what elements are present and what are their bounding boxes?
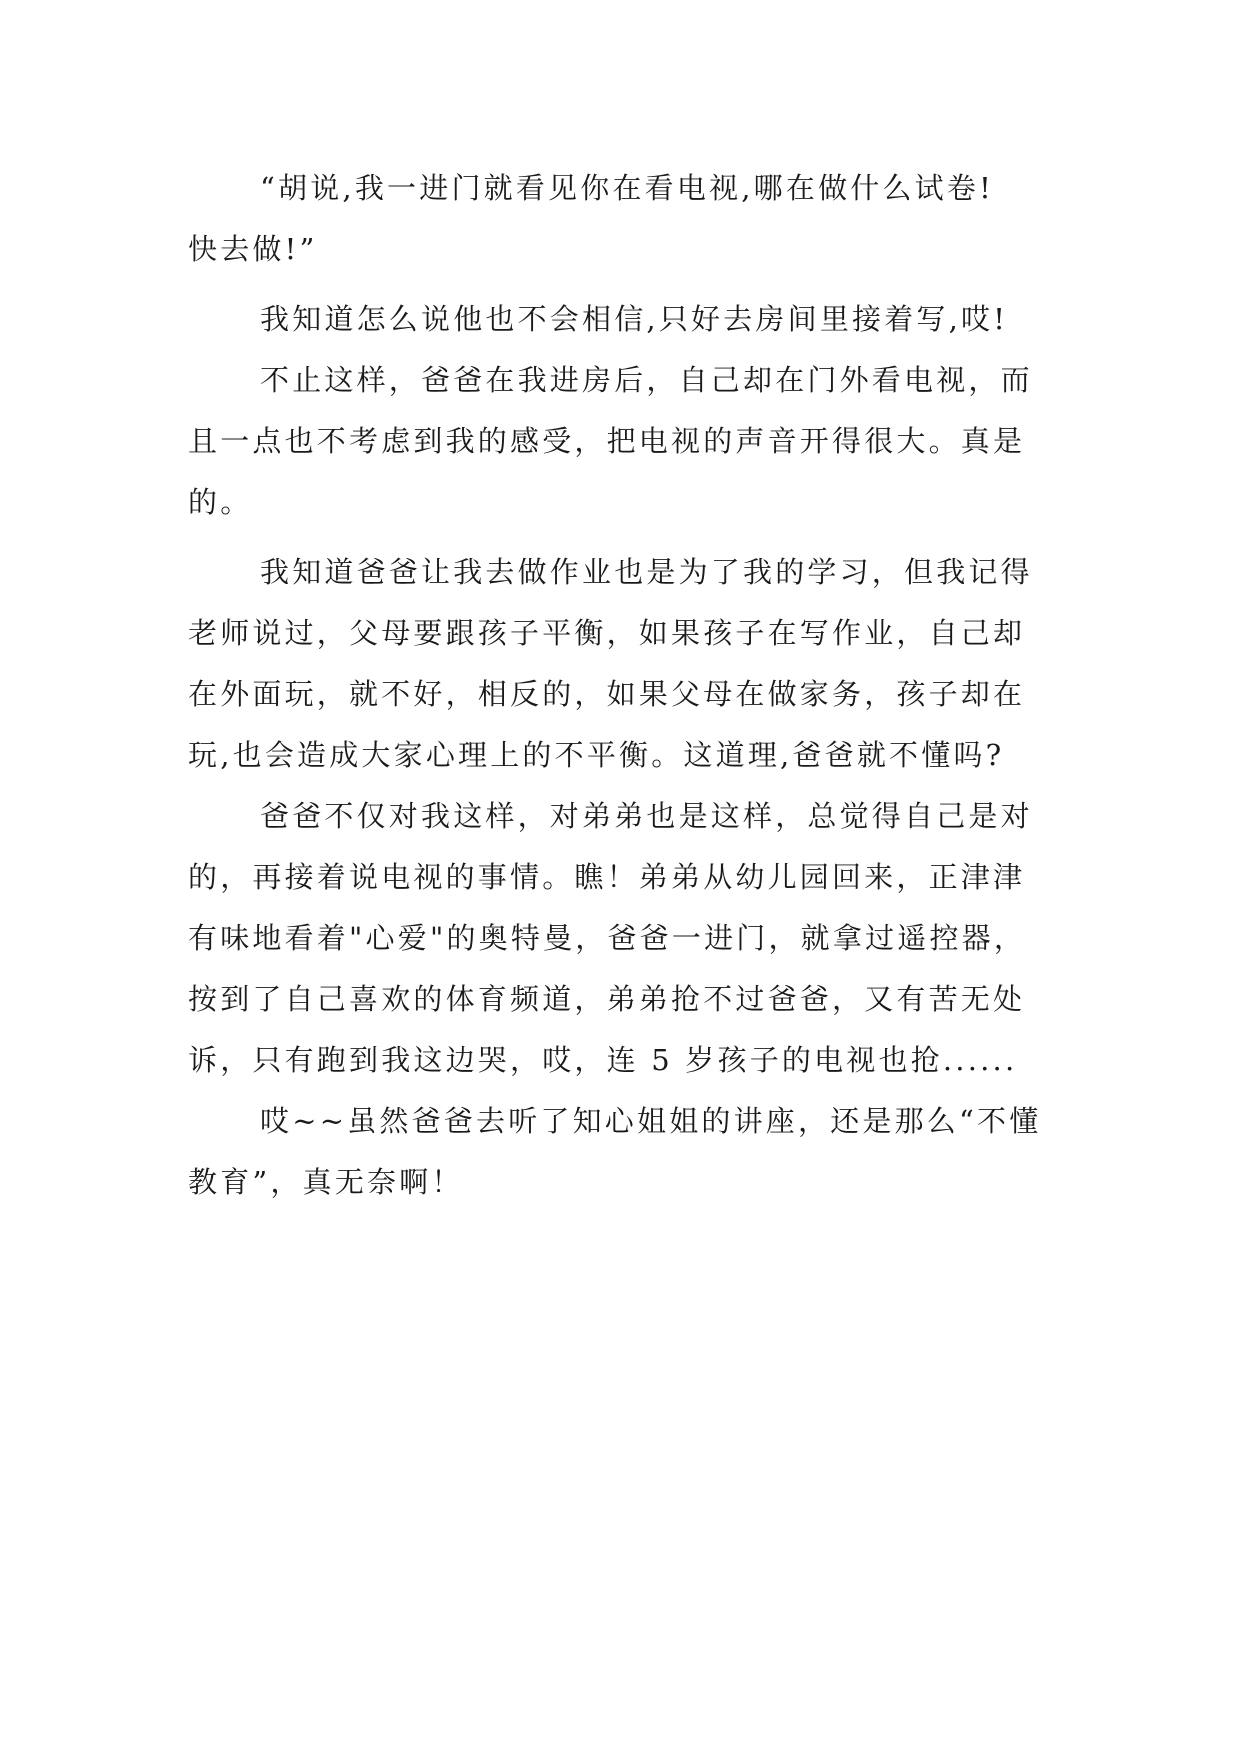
paragraph-3-line-3: 的。 xyxy=(188,485,253,519)
paragraph-6-line-1: 哎~~虽然爸爸去听了知心姐姐的讲座，还是那么“不懂 xyxy=(260,1104,1042,1138)
paragraph-4-line-4: 玩,也会造成大家心理上的不平衡。这道理,爸爸就不懂吗? xyxy=(188,738,1005,772)
paragraph-2-line-1: 我知道怎么说他也不会相信,只好去房间里接着写,哎! xyxy=(260,302,1009,336)
paragraph-6-line-2: 教育”，真无奈啊！ xyxy=(188,1165,464,1199)
paragraph-1-line-2: 快去做!” xyxy=(188,232,318,266)
paragraph-5-line-1: 爸爸不仅对我这样，对弟弟也是这样，总觉得自己是对 xyxy=(260,799,1033,833)
paragraph-5-line-5: 诉，只有跑到我这边哭，哎，连 5 岁孩子的电视也抢...... xyxy=(188,1043,1018,1077)
paragraph-3-line-1: 不止这样，爸爸在我进房后，自己却在门外看电视，而 xyxy=(260,363,1033,397)
paragraph-5-line-3: 有味地看着"心爱"的奥特曼，爸爸一进门，就拿过遥控器， xyxy=(188,921,1027,955)
paragraph-4-line-1: 我知道爸爸让我去做作业也是为了我的学习，但我记得 xyxy=(260,555,1033,589)
paragraph-5-line-2: 的，再接着说电视的事情。瞧！弟弟从幼儿园回来，正津津 xyxy=(188,860,1026,894)
document-body xyxy=(188,158,1058,1213)
paragraph-4-line-2: 老师说过，父母要跟孩子平衡，如果孩子在写作业，自己却 xyxy=(188,616,1026,650)
paragraph-1-line-1: “胡说,我一进门就看见你在看电视,哪在做什么试卷! xyxy=(260,171,994,205)
paragraph-gap xyxy=(188,533,1058,542)
paragraph-5-line-4: 按到了自己喜欢的体育频道，弟弟抢不过爸爸，又有苦无处 xyxy=(188,982,1026,1016)
paragraph-3-line-2: 且一点也不考虑到我的感受，把电视的声音开得很大。真是 xyxy=(188,424,1026,458)
paragraph-gap xyxy=(188,280,1058,289)
paragraph-4-line-3: 在外面玩，就不好，相反的，如果父母在做家务，孩子却在 xyxy=(188,677,1026,711)
